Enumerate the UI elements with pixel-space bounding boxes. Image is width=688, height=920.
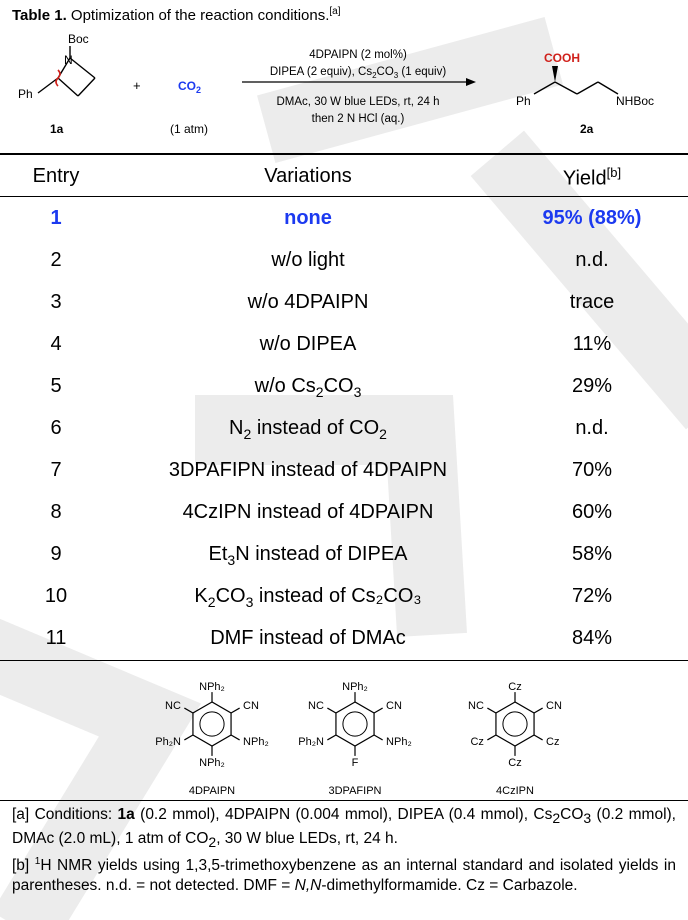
- cell-yield: trace: [569, 291, 615, 313]
- catalyst-condition: 4DPAIPN (2 mol%): [309, 49, 407, 61]
- structure-4czipn: [468, 681, 562, 797]
- substituent-left: NC: [468, 700, 484, 712]
- substituent-top: NPh₂: [342, 681, 368, 693]
- table-row: [0, 449, 688, 491]
- footnote-b: [b] $^1$H NMR yields using 1,3,5-trimethoxybenzene as an internal standard and isolated yields in parentheses. n.d. = not detected. DMF = N,N-dimethylformamide. Cz = Carbazole.: [12, 856, 676, 894]
- substituent-bottom-left: Ph₂N: [298, 736, 324, 748]
- footnotes: [12, 805, 676, 895]
- table-row: [0, 617, 688, 659]
- product-amine-label: NHBoc: [616, 94, 655, 108]
- structure-name: 3DPAFIPN: [328, 785, 382, 797]
- co2-pressure: (1 atm): [170, 122, 209, 136]
- cell-variation: 3DPAFIPN instead of 4DPAIPN: [168, 459, 448, 481]
- substituent-bottom: F: [351, 757, 359, 769]
- cell-variation: DMF instead of DMAc: [210, 627, 406, 649]
- cell-yield: 95% (88%): [542, 207, 642, 229]
- cell-entry: 2: [50, 249, 62, 271]
- cell-entry: 1: [50, 207, 62, 229]
- cell-variation: $K_2CO_3$ instead of Cs₂CO₃: [194, 585, 422, 610]
- cell-entry: 9: [50, 543, 62, 565]
- cell-yield: n.d.: [575, 249, 609, 271]
- cell-variation: $N_2$ instead of $CO_2$: [229, 417, 387, 442]
- table-label: Table 1.: [12, 7, 67, 24]
- cell-variation: w/o $Cs_2CO_3$: [254, 375, 362, 400]
- footnote-a: [a] Conditions: 1a (0.2 mmol), 4DPAIPN (0.004 mmol), DIPEA (0.4 mmol), $Cs_2CO_3$ (0.2 mmol), DMAc (2.0 mL), 1 atm of $CO_2$, 30 W blue LEDs, rt, 24 h.: [12, 806, 676, 850]
- substituent-right: CN: [243, 700, 259, 712]
- reaction-scheme: [0, 30, 688, 155]
- reactant-ph-label: Ph: [18, 87, 33, 101]
- table-bottom-rule: [0, 660, 688, 661]
- cell-entry: 6: [50, 417, 62, 439]
- cell-yield: 58%: [571, 543, 613, 565]
- plus-sign: +: [133, 78, 141, 93]
- cell-entry: 11: [45, 627, 67, 649]
- co2-formula: $CO_2$: [178, 79, 202, 95]
- solvent-condition: DMAc, 30 W blue LEDs, rt, 24 h: [276, 96, 440, 108]
- workup-condition: then 2 N HCl (aq.): [311, 113, 405, 125]
- header-variations: Variations: [264, 165, 352, 187]
- header-entry: Entry: [32, 165, 80, 187]
- table-caption: Optimization of the reaction conditions.: [70, 7, 330, 24]
- cell-yield: 29%: [571, 375, 613, 397]
- cell-entry: 8: [50, 501, 62, 523]
- product-skeleton: [534, 82, 618, 94]
- base-condition: DIPEA (2 equiv), $Cs_2CO_3$ (1 equiv): [269, 66, 447, 80]
- table-title: [12, 6, 341, 24]
- cell-variation: $Et_3N$ instead of DIPEA: [208, 543, 408, 568]
- substituent-bottom-right: NPh₂: [243, 736, 269, 748]
- cell-entry: 7: [50, 459, 62, 481]
- substituent-left: NC: [308, 700, 324, 712]
- substituent-top: NPh₂: [199, 681, 225, 693]
- cell-entry: 4: [50, 333, 62, 355]
- footnote-rule: [0, 800, 688, 801]
- cell-yield: 72%: [571, 585, 613, 607]
- table-row: [0, 323, 688, 365]
- cell-variation: 4CzIPN instead of 4DPAIPN: [182, 501, 434, 523]
- substituent-bottom: NPh₂: [199, 757, 225, 769]
- cell-variation: w/o 4DPAIPN: [247, 291, 369, 313]
- structure-4dpaipn: [155, 681, 268, 797]
- substituent-top: Cz: [508, 681, 522, 693]
- structure-3dpafipn: [298, 681, 411, 797]
- table-row: [0, 281, 688, 323]
- structure-name: 4DPAIPN: [188, 785, 236, 797]
- substituent-bottom-right: Cz: [546, 736, 560, 748]
- cell-yield: 70%: [571, 459, 613, 481]
- cell-variation: w/o DIPEA: [259, 333, 357, 355]
- cell-yield: n.d.: [575, 417, 609, 439]
- boc-label: Boc: [68, 32, 89, 46]
- table-row: [0, 407, 688, 449]
- substituent-bottom-left: Ph₂N: [155, 736, 181, 748]
- header-yield: Yield[b]: [562, 165, 622, 190]
- cell-variation: w/o light: [271, 249, 345, 271]
- substituent-bottom-left: Cz: [470, 736, 484, 748]
- cell-entry: 10: [44, 585, 68, 607]
- product-label: 2a: [580, 122, 594, 136]
- substituent-left: NC: [165, 700, 181, 712]
- product-ph-label: Ph: [516, 94, 531, 108]
- title-footnote-marker: [a]: [329, 6, 341, 17]
- table-row: [0, 491, 688, 533]
- table-row: [0, 533, 688, 575]
- substituent-bottom: Cz: [508, 757, 522, 769]
- table-row: [0, 575, 688, 617]
- cell-entry: 3: [50, 291, 62, 313]
- catalyst-structures: [0, 672, 688, 800]
- table-row: [0, 239, 688, 281]
- table-header-row: [0, 155, 688, 197]
- cell-yield: 11%: [572, 333, 612, 355]
- cell-variation: none: [284, 207, 332, 229]
- azetidine-n-label: N: [64, 53, 73, 67]
- cell-entry: 5: [50, 375, 62, 397]
- table-row: [0, 197, 688, 239]
- table-row: [0, 365, 688, 407]
- substituent-right: CN: [386, 700, 402, 712]
- product-acid-label: COOH: [544, 51, 580, 65]
- structure-name: 4CzIPN: [496, 785, 534, 797]
- substituent-bottom-right: NPh₂: [386, 736, 412, 748]
- cell-yield: 60%: [571, 501, 613, 523]
- reactant-label: 1a: [50, 122, 64, 136]
- substituent-right: CN: [546, 700, 562, 712]
- cell-yield: 84%: [571, 627, 613, 649]
